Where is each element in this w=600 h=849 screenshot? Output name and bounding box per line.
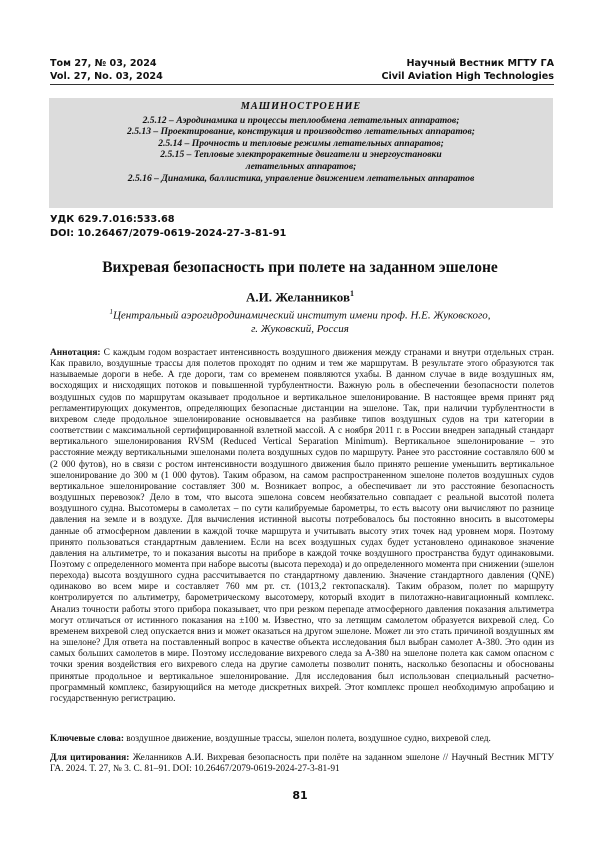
keywords-text: воздушное движение, воздушные трассы, эшелон полета, воздушное судно, вихревой след. <box>126 734 491 744</box>
volume-issue-ru: Том 27, № 03, 2024 <box>50 58 157 69</box>
abstract-text: С каждым годом возрастает интенсивность воздушного движения между странами и внутри отдельных стран. Как правило, воздушные трассы для полетов проходят по одним и тем же маршрутам. В результате этого образуются так называемые дороги в небе. А где дороги, там со временем появляются ухабы. В данном случае в виде воздушных ям, восходящих и нисходящих потоков и повышенной турбулентности. Важную роль в обеспечении безопасности полетов воздушных судов по маршрутам оказывает продольное и вертикальное эшелонирование. В настоящее время принят ряд регламентирующих документов, определяющих безопасные дистанции на эшелоне. Так, при наличии турбулентности в вихревом следе продольное эшелонирование основывается на разбивке типов воздушных судов на три категории в соответствии с максимальной сертифицированной взлетной массой. А с ноября 2011 г. в России внедрен западный стандарт вертикального эшелонирования RVSM (Reduced Vertical Separation Minimum). Вертикальное эшелонирование – это расстояние между вертикальными эшелонами полета воздушных судов по маршруту. Ранее это расстояние составляло 600 м (2 000 футов), но в связи с ростом интенсивности воздушного движения было принято решение уменьшить вертикальное эшелонирование до 300 м (1 000 футов). Таким образом, на самом распространенном эшелоне полетов воздушных судов вертикальное эшелонирование составляет 300 м. Возникает вопрос, а обеспечивает ли это расстояние безопасность воздушных перевозок? Дело в том, что высота эшелона совсем необязательно совпадает с реальной высотой полета воздушного судна. Высотомеры в самолетах – по сути калибруемые барометры, то есть высоту они вычисляют по разнице давления на земле и в воздухе. Для вычисления истинной высоты потребовалось бы постоянно вносить в высотомеры данные об атмосферном давлении в каждой точке маршрута и учитывать высоту этих точек над уровнем моря. Поэтому принято пользоваться стандартным давлением. Если на всех воздушных судах будет установлено одинаковое значение давления на альтиметре, то и показания высоты на приборе в каждой точке воздушного пространства будут одинаковыми. Поэтому с определенного момента при наборе высоты (высота перехода) и до определенного момента при снижении (эшелон перехода) высота воздушного судна рассчитывается по стандартному давлению. Значение стандартного давления (QNE) одинаково во всем мире и составляет 760 мм рт. ст. (1013,2 гектопаскаля). Таким образом, полет по маршруту контролируется по альтиметру, барометрическому высотомеру, который входит в пилотажно-навигационный комплекс. Анализ точности работы этого прибора показывает, что при резком перепаде атмосферного давления показания альтиметра могут отличаться от истинного показания на ±100 м. Известно, что за летящим самолетом образуется вихревой след. Со временем вихревой след опускается вниз и может оказаться на другом эшелоне. Может ли это стать причиной воздушных ям на эшелоне? Для ответа на поставленный вопрос в качестве объекта исследования был выбран самолет А-380. Это один из самых больших самолетов в мире. Поэтому исследование вихревого следа за А-380 на эшелоне полета как самом опасном с точки зрения воздействия его вихревого следа на другие самолеты позволит понять, насколько безопасны и обоснованы принятые продольное и вертикальное эшелонирование. Для исследования был использован специальный расчетно-программный комплекс, базирующийся на методе дискретных вихрей. Этот комплекс прошел необходимую апробацию и государственную регистрацию. <box>50 348 554 704</box>
rubric-line: 2.5.13 – Проектирование, конструкция и производство летательных аппаратов; <box>127 126 475 138</box>
rubric-box <box>49 98 553 208</box>
author-name: А.И. Желанников <box>246 289 350 305</box>
running-header <box>50 57 554 83</box>
affiliation <box>0 306 600 337</box>
volume-issue-en: Vol. 27, No. 03, 2024 <box>50 71 163 82</box>
rubric-section: МАШИНОСТРОЕНИЕ <box>240 101 362 112</box>
rubric-line: 2.5.14 – Прочность и тепловые режимы летательных аппаратов; <box>158 137 444 149</box>
header-rule <box>50 84 554 85</box>
keywords <box>50 734 554 745</box>
rubric-line: 2.5.16 – Динамика, баллистика, управление движением летательных аппаратов <box>127 172 475 184</box>
doi: DOI: 10.26467/2079-0619-2024-27-3-81-91 <box>50 227 287 239</box>
udc-code: УДК 629.7.016:533.68 <box>50 214 175 225</box>
keywords-label: Ключевые слова: <box>50 734 124 744</box>
author <box>0 289 600 305</box>
rubric-line: летательных аппаратов; <box>245 160 357 172</box>
affiliation-line: Центральный аэрогидродинамический институт имени проф. Н.Е. Жуковского, <box>112 309 491 322</box>
journal-name-ru: Научный Вестник МГТУ ГА <box>406 58 554 69</box>
rubric-line: 2.5.12 – Аэродинамика и процессы теплообмена летательных аппаратов; <box>142 114 460 126</box>
identifiers <box>50 213 286 240</box>
abstract-label: Аннотация: <box>50 348 101 358</box>
page-number: 81 <box>292 789 308 802</box>
citation-text: Желанников А.И. Вихревая безопасность при полёте на заданном эшелоне // Научный Вестник МГТУ ГА. 2024. Т. 27, № 3. С. 81–91. DOI: 10.26467/2079-0619-2024-27-3-81-91 <box>50 753 554 775</box>
citation <box>50 753 554 775</box>
affiliation-line: г. Жуковский, Россия <box>251 323 349 336</box>
abstract <box>50 348 554 705</box>
article-title: Вихревая безопасность при полете на заданном эшелоне <box>102 259 498 276</box>
affiliation-sup: 1 <box>109 308 113 316</box>
journal-name-en: Civil Aviation High Technologies <box>381 71 554 82</box>
rubric-line: 2.5.15 – Тепловые электроракетные двигатели и энергоустановки <box>160 149 442 161</box>
citation-label: Для цитирования: <box>50 753 130 763</box>
author-sup: 1 <box>350 289 354 298</box>
